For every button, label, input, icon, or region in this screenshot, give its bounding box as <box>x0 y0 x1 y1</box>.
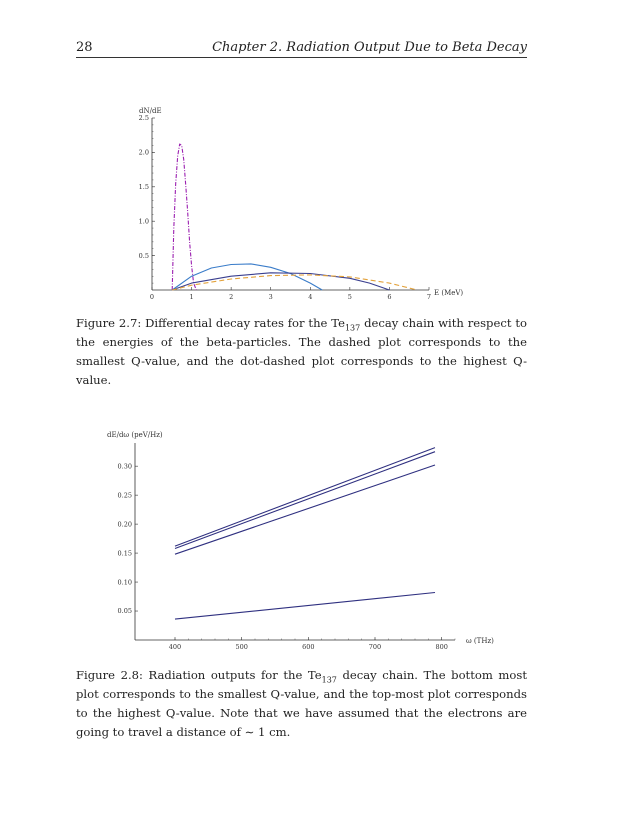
y-tick-label: 0.10 <box>117 578 132 587</box>
y-tick-label: 2.5 <box>138 114 149 123</box>
running-title: Chapter 2. Radiation Output Due to Beta Decay <box>212 40 527 55</box>
x-tick-label: 6 <box>387 293 392 301</box>
y-axis-label: dE/dω (peV/Hz) <box>107 431 163 439</box>
y-tick-label: 1.5 <box>138 183 149 191</box>
y-tick-label: 0.05 <box>117 607 132 616</box>
x-tick-label: 4 <box>308 293 313 301</box>
y-tick-label: 1.0 <box>138 217 149 226</box>
series-line-2 <box>175 452 435 549</box>
x-tick-label: 5 <box>347 293 352 301</box>
caption-text: Figure 2.7: Differential decay rates for the Te <box>76 316 345 330</box>
x-tick-label: 0 <box>149 293 155 301</box>
x-tick-label: 3 <box>268 293 273 301</box>
y-tick-label: 2.0 <box>138 148 149 157</box>
series-line-1 <box>175 448 435 546</box>
series-line-1 <box>172 144 196 290</box>
series-line-3 <box>172 273 389 290</box>
y-axis-label: dN/dE <box>139 107 162 115</box>
x-tick-label: 600 <box>302 643 315 651</box>
x-tick-label: 700 <box>368 643 382 651</box>
x-tick-label: 2 <box>229 293 234 301</box>
y-tick-label: 0.20 <box>117 520 132 529</box>
x-tick-label: 800 <box>435 643 448 651</box>
y-tick-label: 0.30 <box>117 462 132 471</box>
figure-2-7-caption <box>76 314 527 390</box>
series-line-4 <box>172 275 417 290</box>
x-tick-label: 400 <box>168 643 182 651</box>
x-tick-label: 500 <box>235 643 248 651</box>
caption-text: decay chain with respect to the energies of the beta-particles. The dashed plot corresponds to the smallest Q-value, and the dot-dashed plot corresponds to the highest Q-value. <box>76 316 527 387</box>
x-axis-label: ω (THz) <box>466 637 494 645</box>
figure-2-7-chart <box>0 0 638 310</box>
caption-text: Figure 2.8: Radiation outputs for the Te <box>76 668 322 682</box>
caption-subscript: 137 <box>321 675 337 685</box>
y-tick-label: 0.15 <box>117 549 132 558</box>
y-tick-label: 0.25 <box>117 491 132 500</box>
x-tick-label: 7 <box>426 293 432 301</box>
series-line-4 <box>175 593 435 620</box>
figure-2-8-caption <box>76 666 527 742</box>
x-tick-label: 1 <box>189 293 194 301</box>
y-tick-label: 0.5 <box>138 251 149 260</box>
page-number: 28 <box>76 40 93 55</box>
x-axis-label: E (MeV) <box>434 289 464 297</box>
caption-text: decay chain. The bottom most plot corresponds to the smallest Q-value, and the top-most plot corresponds to the highest Q-value. Note that we have assumed that the electrons are going to travel a distance of ∼ 1 cm. <box>76 668 527 739</box>
series-line-3 <box>175 465 435 554</box>
caption-subscript: 137 <box>344 323 361 333</box>
